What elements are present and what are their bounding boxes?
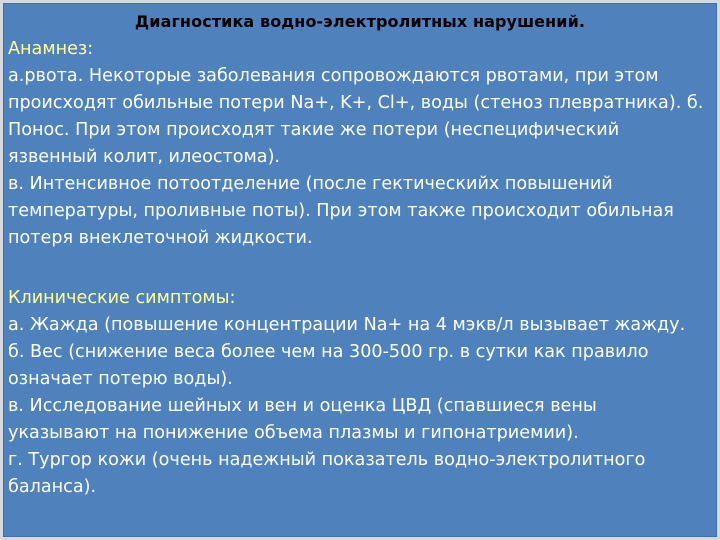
anamnesis-line: в. Интенсивное потоотделение (после гектическийх повышений [8,174,613,194]
anamnesis-line: температуры, проливные поты). При этом также происходит обильная [8,201,674,221]
symptoms-line: в. Исследование шейных и вен и оценка ЦВД (спавшиеся вены [8,396,597,416]
anamnesis-heading: Анамнез: [8,39,94,59]
symptoms-section [8,285,717,501]
anamnesis-section [8,36,717,252]
symptoms-line: означает потерю воды). [8,369,233,389]
symptoms-line: а. Жажда (повышение концентрации Na+ на 4 мэкв/л вызывает жажду. [8,315,686,335]
anamnesis-line: потеря внеклеточной жидкости. [8,228,313,248]
anamnesis-line: а.рвота. Некоторые заболевания сопровождаются рвотами, при этом [8,66,659,86]
symptoms-line: указывают на понижение объема плазмы и гипонатриемии). [8,423,579,443]
symptoms-line: г. Тургор кожи (очень надежный показатель водно-электролитного [8,450,646,470]
symptoms-line: баланса). [8,477,97,497]
slide-title: Диагностика водно-электролитных нарушений. [134,12,586,31]
anamnesis-line: Понос. При этом происходят такие же потери (неспецифический [8,120,620,140]
symptoms-line: б. Вес (снижение веса более чем на 300-500 гр. в сутки как правило [8,342,649,362]
symptoms-heading: Клинические симптомы: [8,288,236,308]
slide [3,3,717,537]
anamnesis-line: язвенный колит, илеостома). [8,147,281,167]
anamnesis-line: происходят обильные потери Na+, K+, Cl+, воды (стеноз плевратника). б. [8,93,704,113]
